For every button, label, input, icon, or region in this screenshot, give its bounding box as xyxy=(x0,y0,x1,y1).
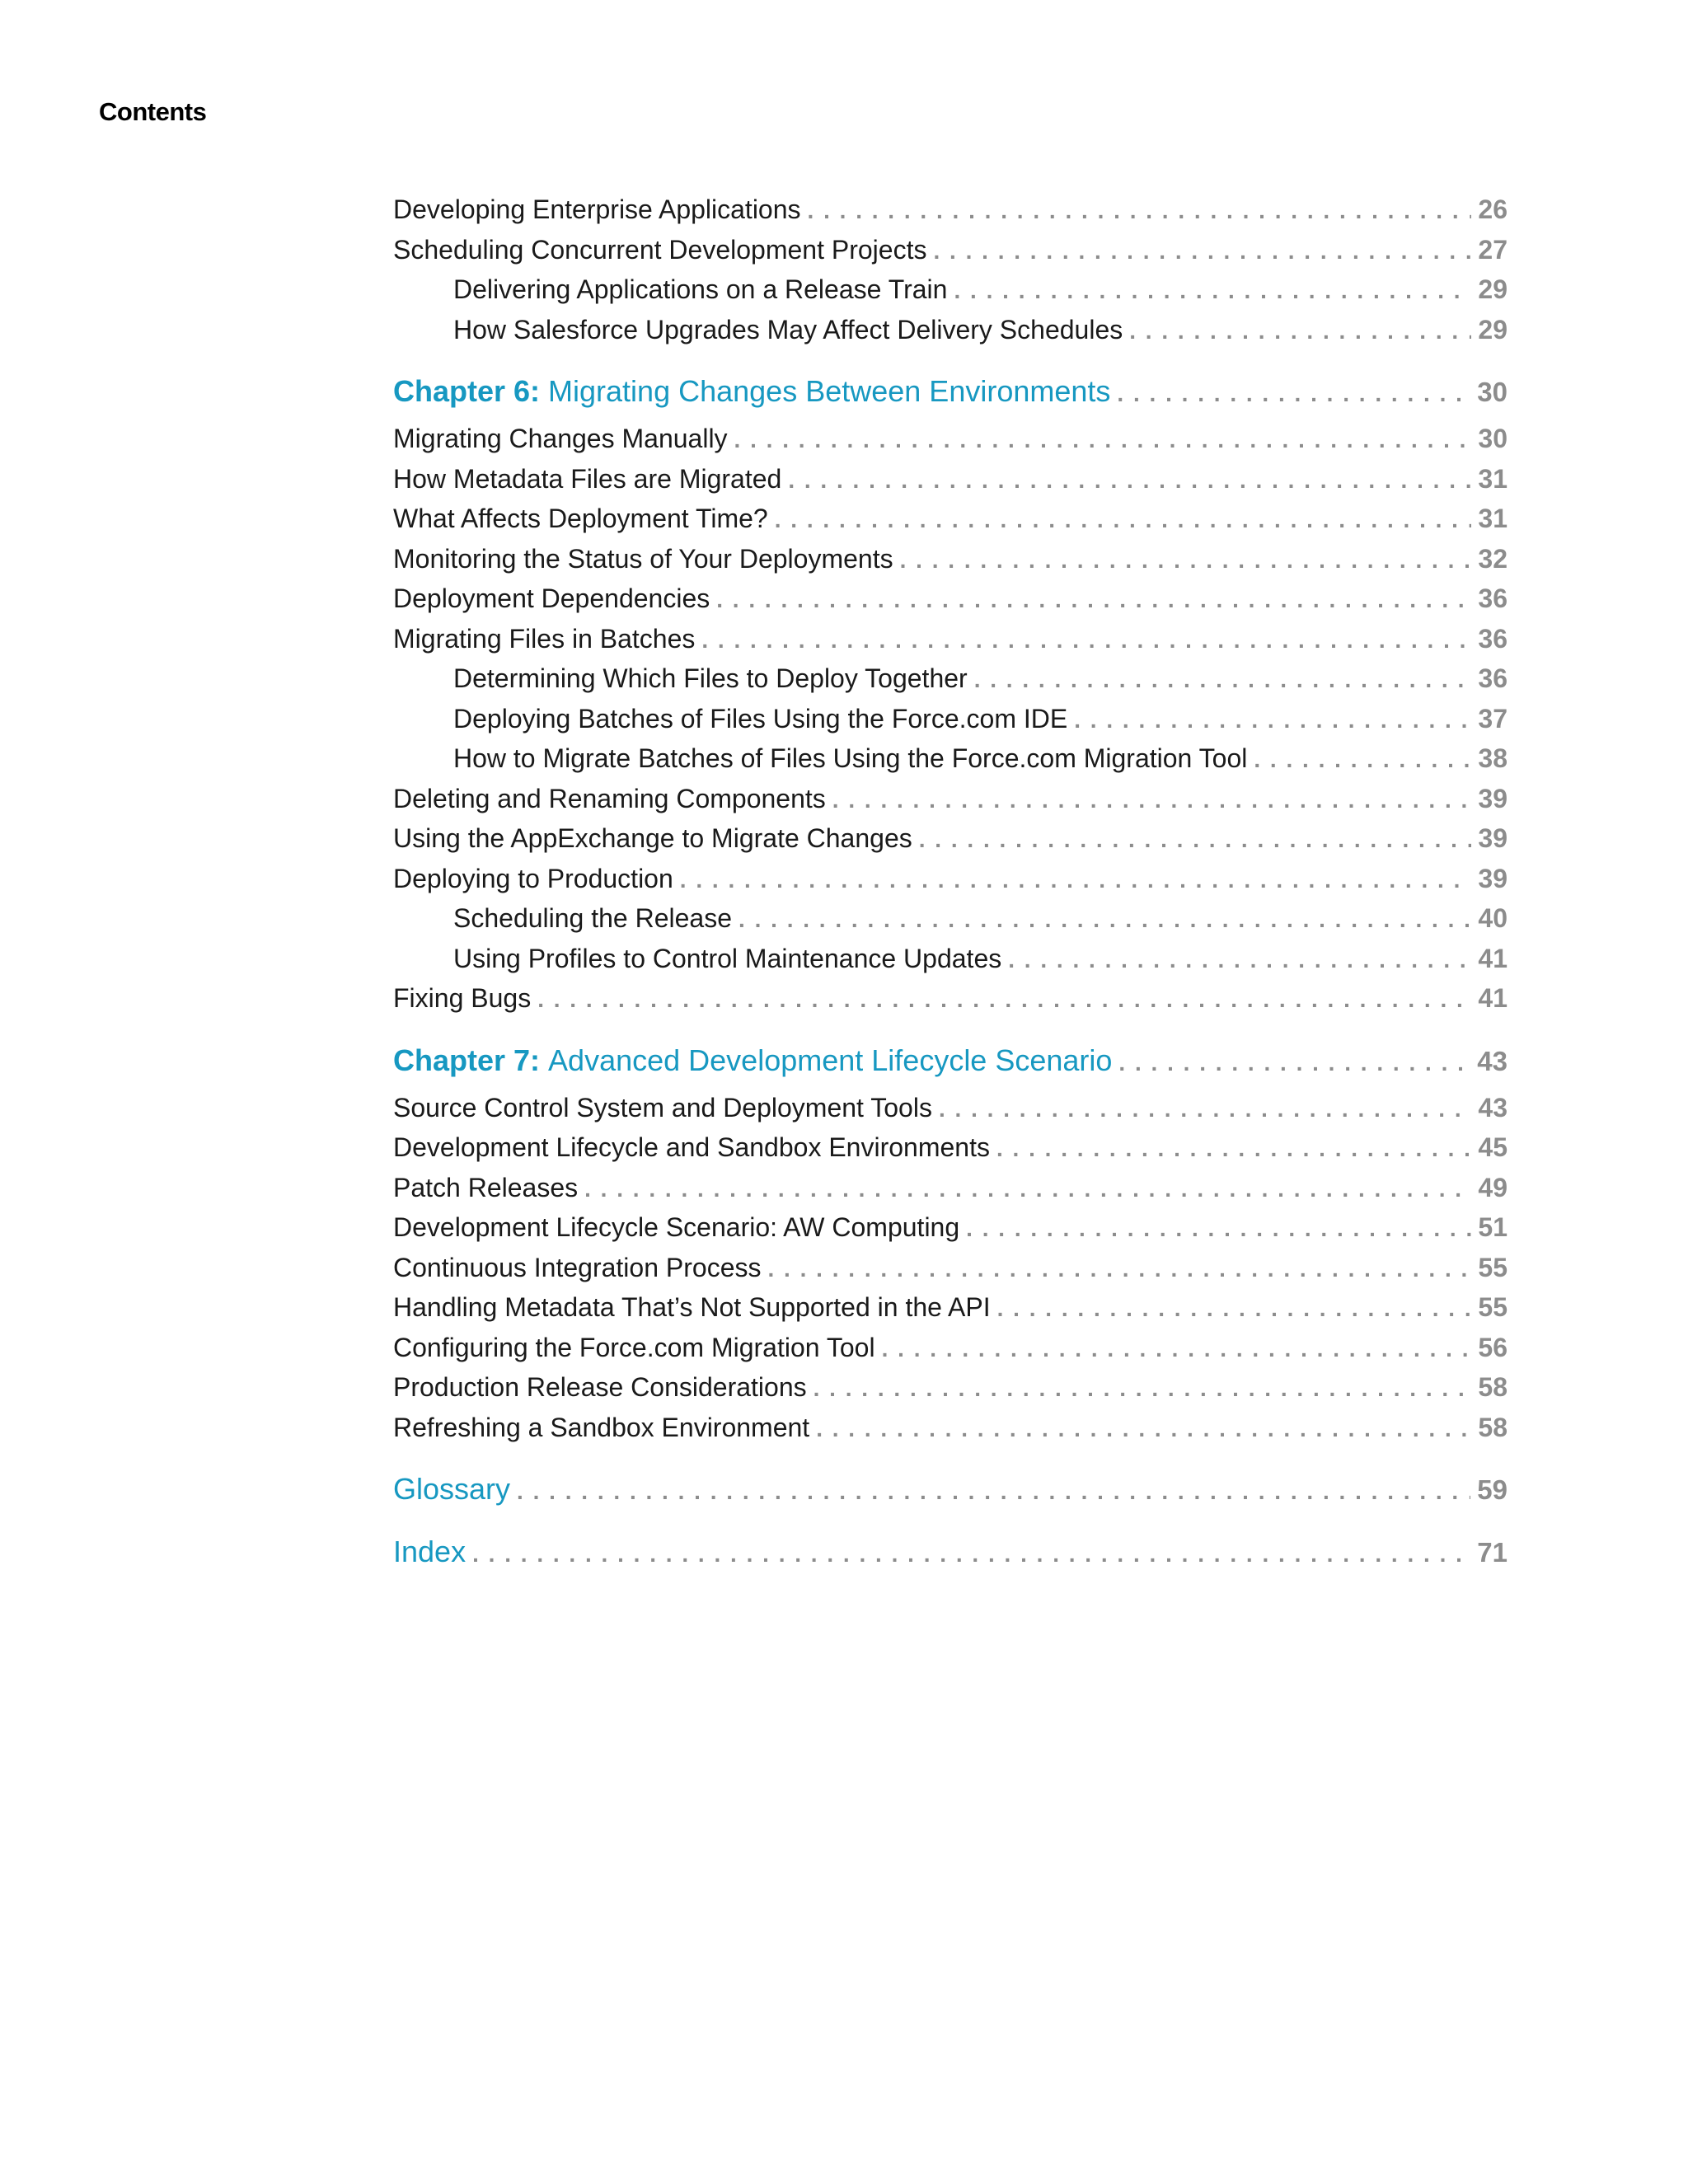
toc-entry[interactable] xyxy=(393,704,1507,744)
page-number: 30 xyxy=(1477,377,1507,407)
dot-leader xyxy=(882,1336,1472,1362)
toc-entry[interactable] xyxy=(393,194,1507,235)
dot-leader xyxy=(1254,747,1471,773)
dot-leader xyxy=(996,1136,1471,1162)
toc-entry[interactable] xyxy=(393,1212,1507,1253)
toc-chapter-title xyxy=(393,374,1110,409)
dot-leader xyxy=(537,987,1471,1013)
page-number: 37 xyxy=(1478,703,1507,733)
dot-leader xyxy=(832,787,1472,813)
toc-entry[interactable] xyxy=(393,504,1507,544)
toc-entry[interactable] xyxy=(393,1372,1507,1413)
toc-entry-title: How to Migrate Batches of Files Using the Force.com Migration Tool xyxy=(453,743,1248,773)
toc-entry-title: How Salesforce Upgrades May Affect Delivery Schedules xyxy=(453,314,1123,344)
dot-leader xyxy=(680,867,1472,893)
toc-entry[interactable] xyxy=(393,544,1507,584)
toc-entry-title: Scheduling Concurrent Development Projects xyxy=(393,234,927,265)
toc-entry-title: Source Control System and Deployment Tools xyxy=(393,1092,932,1122)
dot-leader xyxy=(775,507,1472,533)
dot-leader xyxy=(939,1096,1471,1122)
dot-leader xyxy=(734,427,1472,453)
toc-entry-title: Development Lifecycle and Sandbox Environments xyxy=(393,1132,990,1162)
toc-entry-title: Scheduling the Release xyxy=(453,903,733,933)
toc-entry-title: Deploying to Production xyxy=(393,863,673,893)
dot-leader xyxy=(1074,707,1471,733)
page-number: 26 xyxy=(1478,194,1507,224)
toc-entry[interactable] xyxy=(393,583,1507,624)
toc-chapter-7[interactable] xyxy=(393,1043,1507,1086)
page-number: 31 xyxy=(1478,463,1507,494)
page-number: 59 xyxy=(1477,1474,1507,1505)
chapter-label: Chapter 6: xyxy=(393,374,541,408)
dot-leader xyxy=(974,667,1472,693)
page-number: 41 xyxy=(1478,983,1507,1013)
page-number: 71 xyxy=(1477,1537,1507,1568)
page-number: 55 xyxy=(1478,1252,1507,1282)
page-number: 27 xyxy=(1478,234,1507,265)
toc-entry[interactable] xyxy=(393,983,1507,1024)
toc-entry-title: Continuous Integration Process xyxy=(393,1252,762,1282)
page-number: 36 xyxy=(1478,663,1507,693)
page-number: 58 xyxy=(1478,1412,1507,1442)
dot-leader xyxy=(808,198,1472,224)
toc-index[interactable] xyxy=(393,1535,1507,1577)
dot-leader xyxy=(716,587,1471,613)
page-number: 45 xyxy=(1478,1132,1507,1162)
toc-group-chapter-5-tail xyxy=(393,194,1507,354)
toc-entry-title: Monitoring the Status of Your Deployments xyxy=(393,543,893,574)
toc-entry[interactable] xyxy=(393,1253,1507,1293)
dot-leader xyxy=(900,547,1472,574)
toc-entry-title: Configuring the Force.com Migration Tool xyxy=(393,1332,875,1362)
toc-entry[interactable] xyxy=(393,235,1507,275)
dot-leader xyxy=(814,1376,1472,1402)
page-number: 49 xyxy=(1478,1172,1507,1202)
toc-entry[interactable] xyxy=(393,1292,1507,1333)
dot-leader xyxy=(788,467,1471,494)
toc-entry[interactable] xyxy=(393,624,1507,664)
toc-group-chapter-6 xyxy=(393,424,1507,1024)
toc-entry[interactable] xyxy=(393,784,1507,824)
toc-entry-title: What Affects Deployment Time? xyxy=(393,504,768,533)
page-number: 58 xyxy=(1478,1372,1507,1402)
page-number: 41 xyxy=(1478,943,1507,973)
table-of-contents xyxy=(393,194,1507,1597)
page-number: 56 xyxy=(1478,1332,1507,1362)
dot-leader xyxy=(933,238,1471,265)
toc-chapter-6[interactable] xyxy=(393,374,1507,417)
running-header: Contents xyxy=(99,97,207,126)
page-number: 55 xyxy=(1478,1292,1507,1322)
toc-entry-title: Refreshing a Sandbox Environment xyxy=(393,1412,810,1442)
toc-entry-title: Migrating Files in Batches xyxy=(393,623,696,654)
dot-leader xyxy=(472,1541,1470,1568)
dot-leader xyxy=(701,627,1471,654)
toc-entry[interactable] xyxy=(393,1333,1507,1373)
toc-glossary[interactable] xyxy=(393,1472,1507,1515)
toc-entry[interactable] xyxy=(393,903,1507,944)
page-number: 39 xyxy=(1478,863,1507,893)
toc-entry-title: Migrating Changes Manually xyxy=(393,424,728,453)
chapter-title-text: Migrating Changes Between Environments xyxy=(548,374,1111,408)
dot-leader xyxy=(1129,318,1471,344)
page-number: 43 xyxy=(1478,1092,1507,1122)
page-number: 51 xyxy=(1478,1212,1507,1242)
page-number: 43 xyxy=(1477,1045,1507,1076)
toc-entry[interactable] xyxy=(393,424,1507,464)
page-number: 30 xyxy=(1478,424,1507,453)
toc-entry-title: Development Lifecycle Scenario: AW Computing xyxy=(393,1212,960,1242)
toc-entry[interactable] xyxy=(393,864,1507,904)
toc-chapter-title xyxy=(393,1043,1112,1078)
toc-entry[interactable] xyxy=(393,315,1507,355)
dot-leader xyxy=(919,827,1472,853)
toc-entry-title: Deploying Batches of Files Using the Force.com IDE xyxy=(453,703,1068,733)
dot-leader xyxy=(1008,947,1471,973)
dot-leader xyxy=(738,907,1471,933)
toc-entry-title: Using the AppExchange to Migrate Changes xyxy=(393,823,912,853)
toc-entry[interactable] xyxy=(393,1413,1507,1453)
dot-leader xyxy=(767,1256,1471,1282)
toc-entry[interactable] xyxy=(393,464,1507,504)
page-number: 39 xyxy=(1478,783,1507,813)
chapter-label: Chapter 7: xyxy=(393,1043,541,1077)
page-number: 36 xyxy=(1478,623,1507,654)
toc-entry[interactable] xyxy=(393,743,1507,784)
toc-entry[interactable] xyxy=(393,944,1507,984)
dot-leader xyxy=(1117,381,1470,407)
toc-entry[interactable] xyxy=(393,1093,1507,1133)
dot-leader xyxy=(517,1479,1470,1505)
toc-entry-title: How Metadata Files are Migrated xyxy=(393,463,782,494)
toc-entry[interactable] xyxy=(393,1132,1507,1173)
page-number: 29 xyxy=(1478,274,1507,304)
toc-entry-title: Determining Which Files to Deploy Together xyxy=(453,663,968,693)
dot-leader xyxy=(966,1216,1471,1242)
toc-group-chapter-7 xyxy=(393,1093,1507,1453)
toc-entry-title: Production Release Considerations xyxy=(393,1372,807,1402)
toc-entry-title: Using Profiles to Control Maintenance Updates xyxy=(453,943,1002,973)
dot-leader xyxy=(584,1176,1471,1202)
page-number: 32 xyxy=(1478,543,1507,574)
page-number: 31 xyxy=(1478,504,1507,533)
page-number: 29 xyxy=(1478,314,1507,344)
toc-entry[interactable] xyxy=(393,823,1507,864)
dot-leader xyxy=(997,1296,1472,1322)
toc-entry-title: Handling Metadata That’s Not Supported in the API xyxy=(393,1292,991,1322)
toc-entry-title: Delivering Applications on a Release Train xyxy=(453,274,948,304)
page-number: 39 xyxy=(1478,823,1507,853)
dot-leader xyxy=(816,1416,1471,1442)
dot-leader xyxy=(1118,1050,1470,1076)
page-number: 36 xyxy=(1478,583,1507,613)
toc-entry[interactable] xyxy=(393,274,1507,315)
chapter-title-text: Advanced Development Lifecycle Scenario xyxy=(548,1043,1113,1077)
toc-entry-title: Deployment Dependencies xyxy=(393,583,710,613)
toc-entry-title: Patch Releases xyxy=(393,1172,579,1202)
toc-entry[interactable] xyxy=(393,1173,1507,1213)
dot-leader xyxy=(954,278,1471,304)
page-number: 38 xyxy=(1478,743,1507,773)
toc-entry-title: Fixing Bugs xyxy=(393,983,532,1013)
toc-glossary-title: Glossary xyxy=(393,1472,511,1506)
toc-entry-title: Deleting and Renaming Components xyxy=(393,783,826,813)
page-number: 40 xyxy=(1478,903,1507,933)
toc-index-title: Index xyxy=(393,1535,467,1568)
toc-entry[interactable] xyxy=(393,663,1507,704)
toc-entry-title: Developing Enterprise Applications xyxy=(393,194,801,224)
